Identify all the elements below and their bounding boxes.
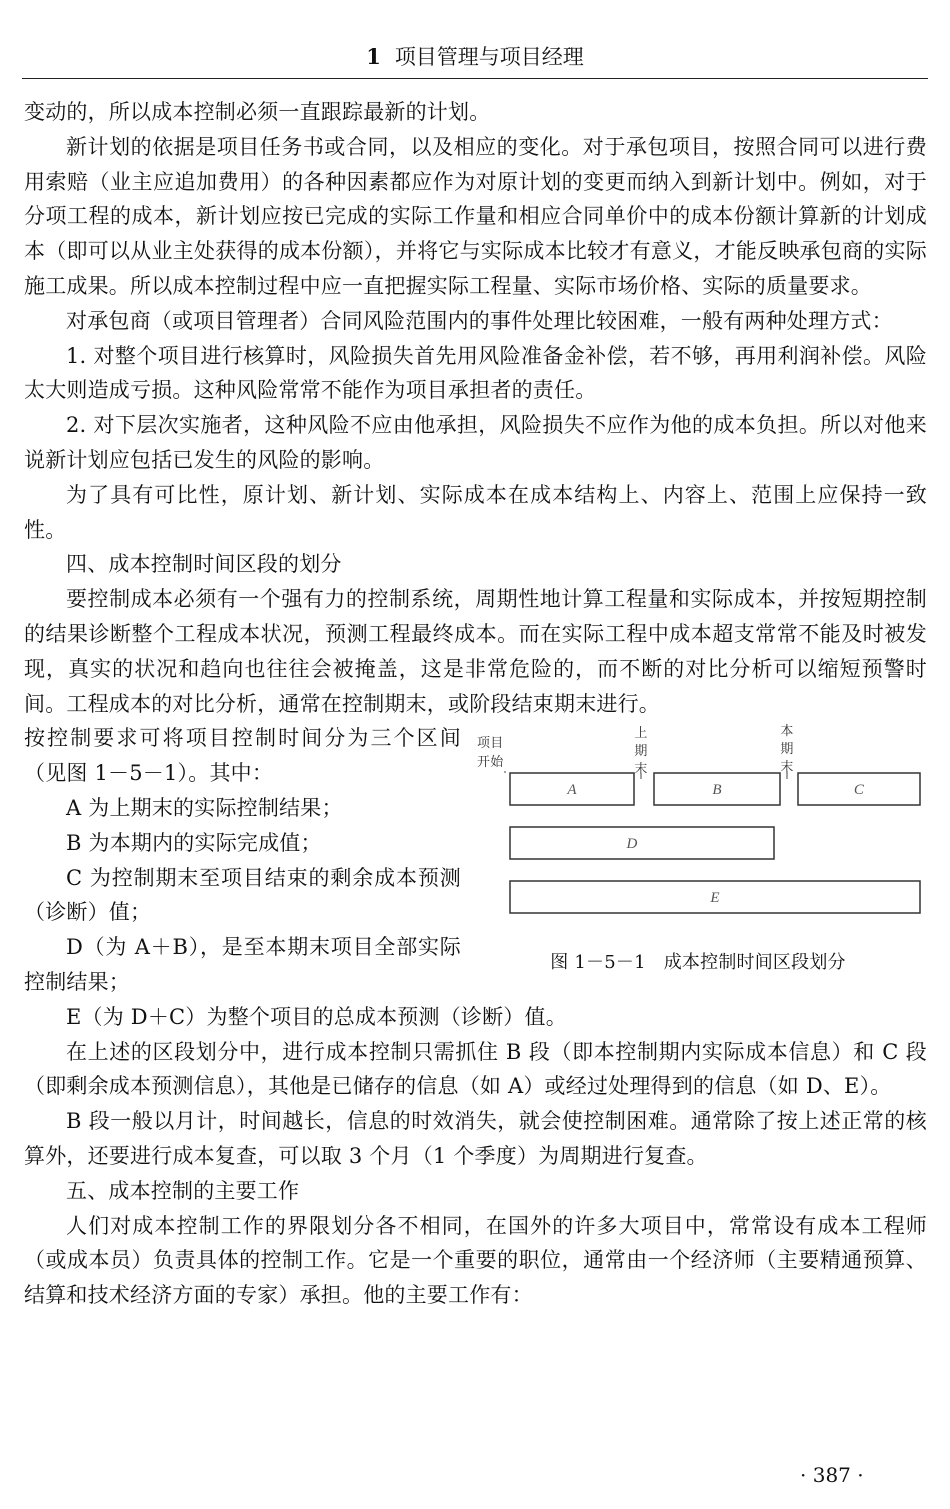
figure-caption [469,951,927,975]
segment-e-label: E [710,890,720,907]
figure-caption-number: 图 1－5－1 [550,952,646,974]
label-prev-end-2: 期 [634,743,648,759]
label-project-start-1: 项目 [477,735,504,751]
segment-b-label: B [712,782,722,799]
list-item-2: 2. 对下层次实施者，这种风险不应由他承担，风险损失不应作为他的成本负担。所以对他来说新计划应包括已发生的风险的影响。 [24,413,927,472]
label-this-end-1: 本 [780,723,794,739]
definition-c: C 为控制期末至项目结束的剩余成本预测（诊断）值； [24,865,461,925]
paragraph-9: 在上述的区段划分中，进行成本控制只需抓住 B 段（即本控制期内实际成本信息）和 C 段（即剩余成本预测信息），其他是已储存的信息（如 A）或经过处理得到的信息（如 D、E）。 [24,1039,927,1099]
paragraph-6: 为了具有可比性，原计划、新计划、实际成本在成本结构上、内容上、范围上应保持一致性。 [24,482,927,542]
page-body [24,95,927,1313]
segment-d-box [510,827,774,859]
running-header [22,38,928,76]
definition-d: D（为 A＋B），是至本期末项目全部实际控制结果； [24,935,461,994]
segment-a-label: A [567,782,577,799]
paragraph-1: 变动的，所以成本控制必须一直跟踪最新的计划。 [24,100,491,124]
paragraph-8: 按控制要求可将项目控制时间分为三个区间（见图 1－5－1）。其中： [24,726,461,786]
label-prev-end-1: 上 [634,725,648,741]
paragraph-7: 要控制成本必须有一个强有力的控制系统，周期性地计算工程量和实际成本，并按短期控制的结果诊断整个工程成本状况，预测工程最终成本。而在实际工程中成本超支常常不能及时被发现，真实的状况和趋向也往往会被掩盖，这是非常危险的，而不断的对比分析可以缩短预警时间。工程成本的对比分析，通常在控制期末，或阶段结束期末进行。 [24,587,927,716]
figure-time-segments [469,721,927,981]
figure-text-area [24,721,927,999]
segment-diagram [469,721,927,951]
segment-d-label: D [626,836,638,853]
label-prev-end-3: 末 [634,761,648,777]
section-heading-5: 五、成本控制的主要工作 [66,1178,300,1203]
chapter-number: 1 [366,44,381,69]
paragraph-11: 人们对成本控制工作的界限划分各不相同，在国外的许多大项目中，常常设有成本工程师（或成本员）负责具体的控制工作。它是一个重要的职位，通常由一个经济师（主要精通预算、结算和技术经济方面的专家）承担。他的主要工作有： [24,1213,927,1308]
figure-caption-title: 成本控制时间区段划分 [663,952,846,974]
definition-b: B 为本期内的实际完成值； [66,830,322,855]
label-this-end-2: 期 [780,741,794,757]
label-this-end-3: 末 [780,759,794,775]
chapter-title: 项目管理与项目经理 [394,45,584,69]
header-rule [22,78,928,79]
definition-a: A 为上期末的实际控制结果； [66,795,343,820]
paragraph-2: 新计划的依据是项目任务书或合同，以及相应的变化。对于承包项目，按照合同可以进行费用索赔（业主应追加费用）的各种因素都应作为对原计划的变更而纳入到新计划中。例如，对于分项工程的成本，新计划应按已完成的实际工作量和相应合同单价中的成本份额计算新的计划成本（即可以从业主处获得的成本份额），并将它与实际成本比较才有意义，才能反映承包商的实际施工成果。所以成本控制过程中应一直把握实际工程量、实际市场价格、实际的质量要求。 [24,134,927,298]
section-heading-4: 四、成本控制时间区段的划分 [66,552,342,577]
definition-e: E（为 D＋C）为整个项目的总成本预测（诊断）值。 [66,1004,567,1029]
paragraph-3: 对承包商（或项目管理者）合同风险范围内的事件处理比较困难，一般有两种处理方式： [66,308,893,333]
page-number: · 387 · [800,1463,864,1487]
list-item-1: 1. 对整个项目进行核算时，风险损失首先用风险准备金补偿，若不够，再用利润补偿。风险太大则造成亏损。这种风险常常不能作为项目承担者的责任。 [24,343,927,403]
segment-c-label: C [853,782,865,799]
label-project-start-2: 开始 [477,754,504,770]
paragraph-10: B 段一般以月计，时间越长，信息的时效消失，就会使控制困难。通常除了按上述正常的核算外，还要进行成本复查，可以取 3 个月（1 个季度）为周期进行复查。 [24,1109,927,1168]
